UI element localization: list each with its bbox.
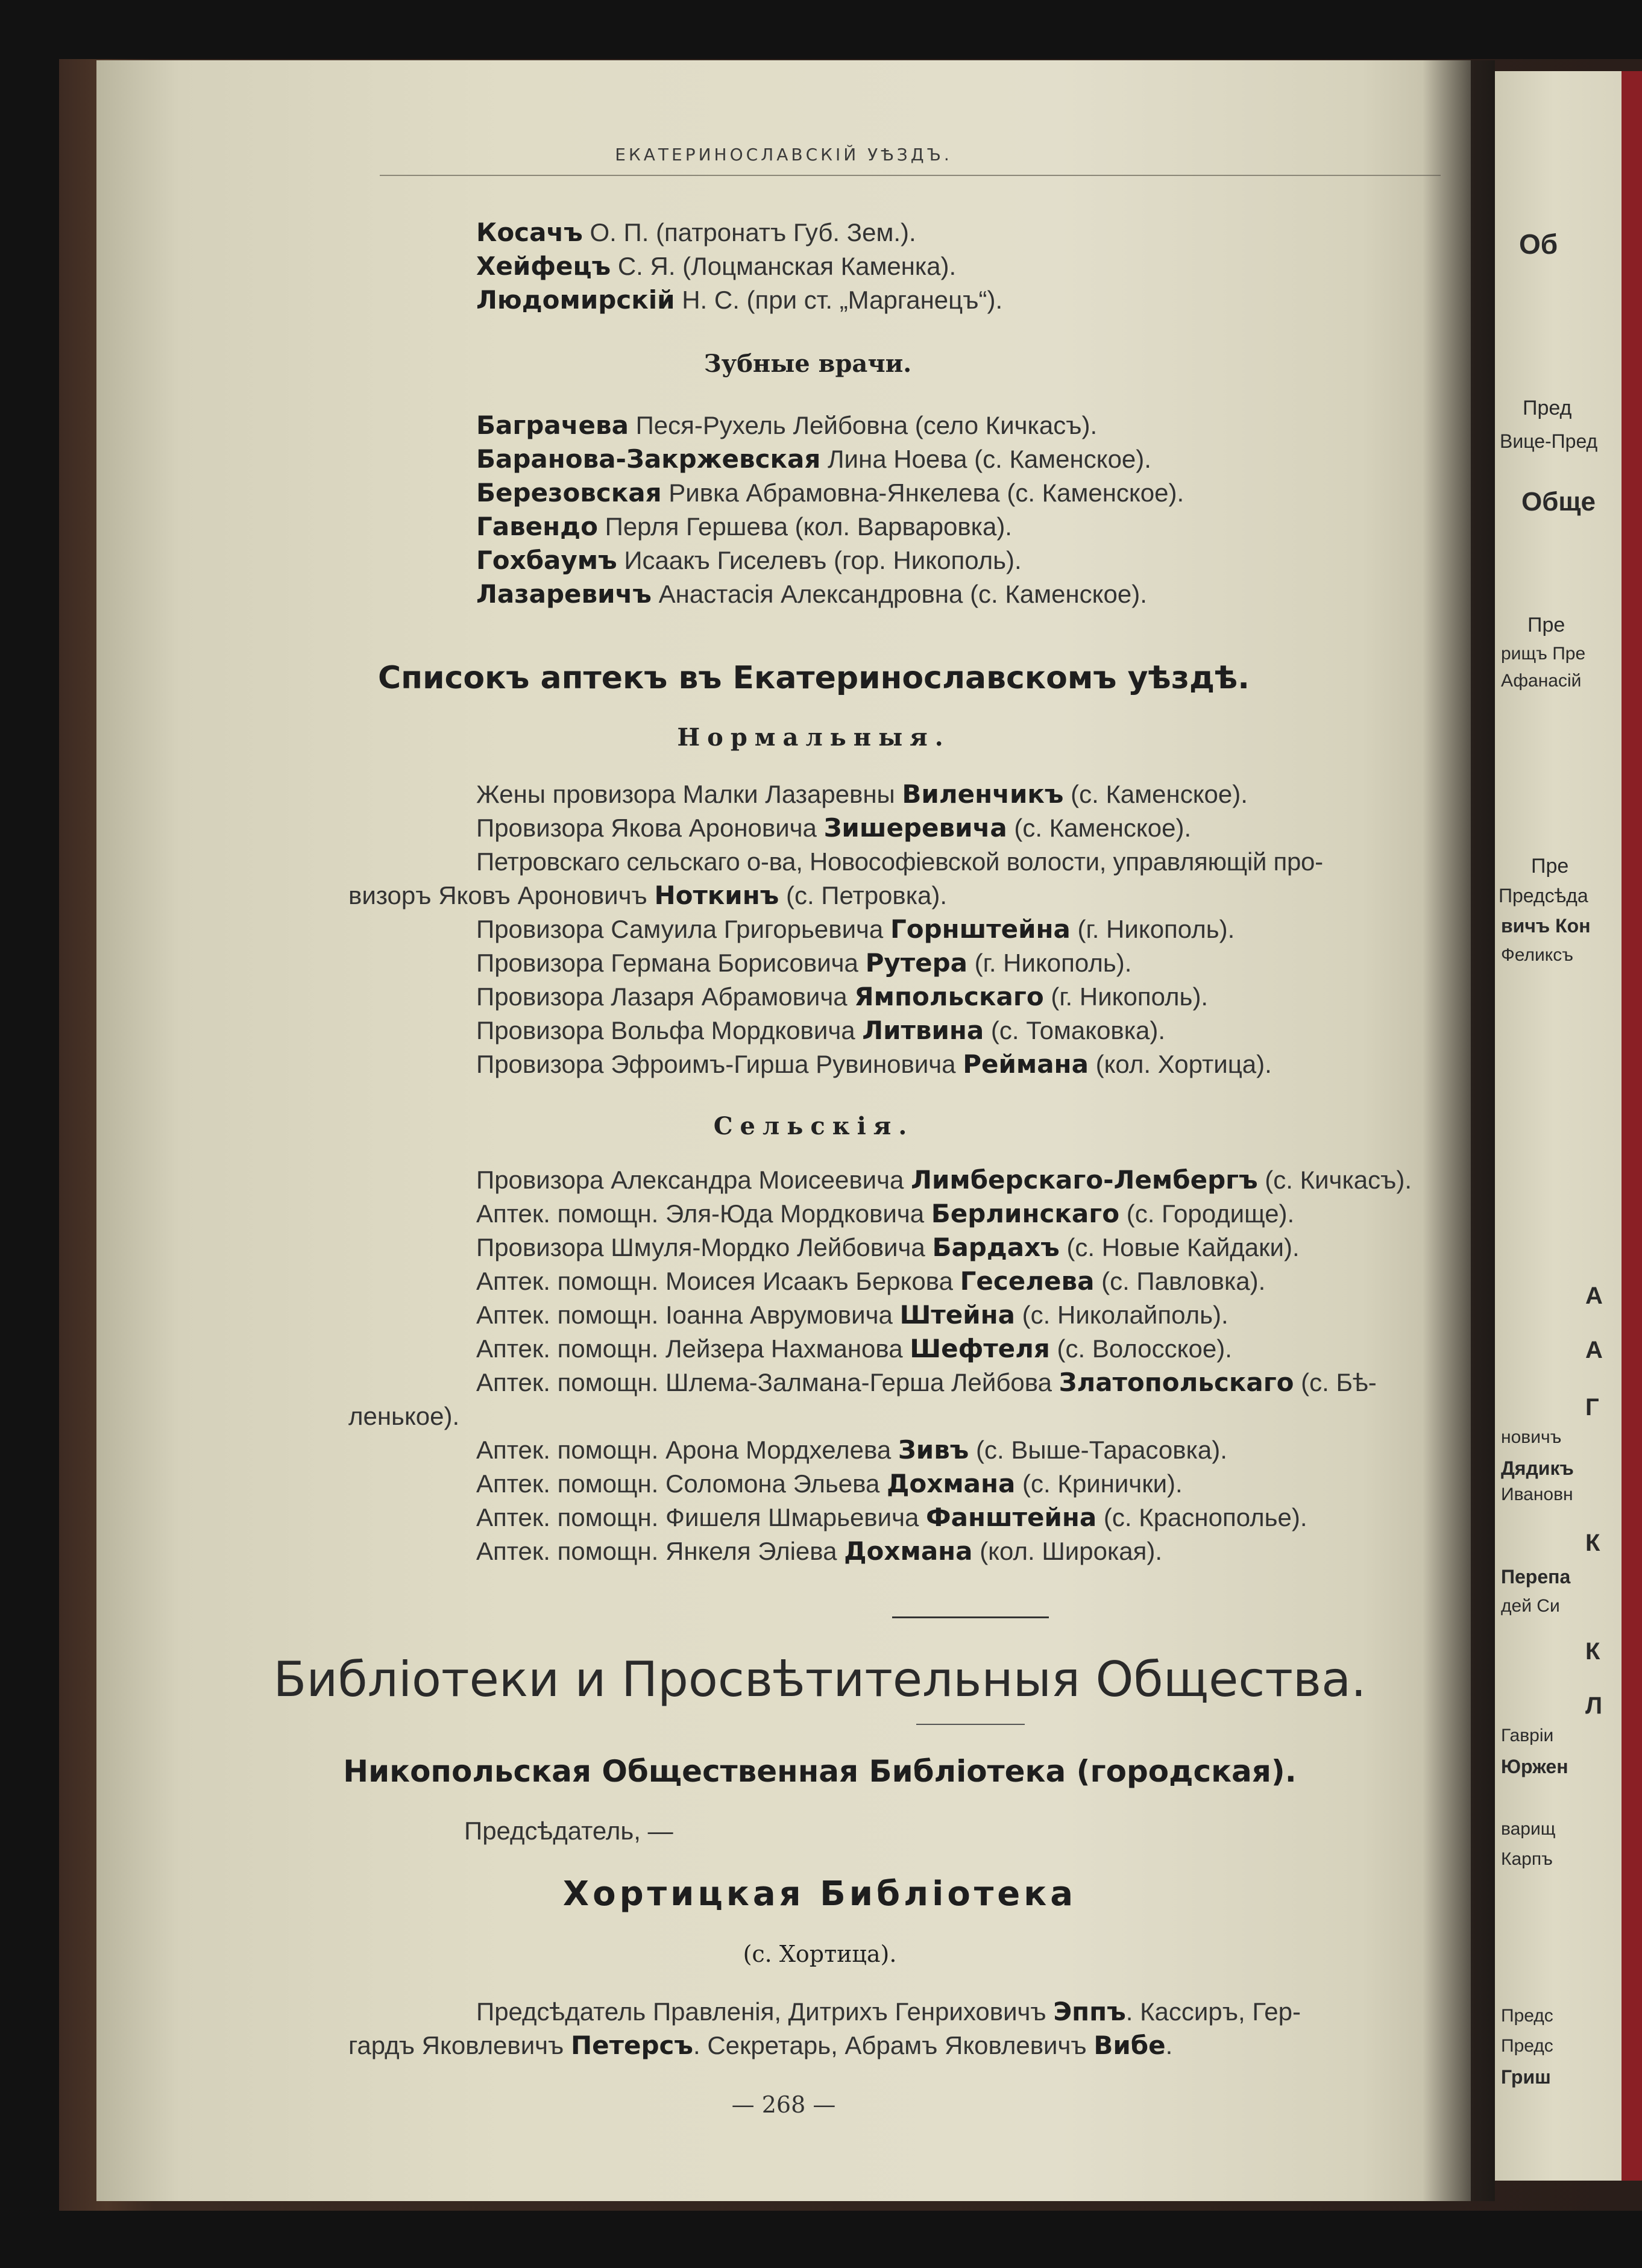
- running-head: ЕКАТЕРИНОСЛАВСКІЙ УѢЗДЪ.: [615, 145, 952, 165]
- rp-frag-5: Пре: [1527, 614, 1565, 636]
- libraries-heading: Библіотеки и Просвѣтительныя Общества.: [273, 1651, 1367, 1707]
- rp-frag-26: Карпъ: [1501, 1849, 1553, 1869]
- rp-frag-17: Ивановн: [1501, 1484, 1573, 1504]
- rp-frag-6: рищъ Пре: [1501, 644, 1586, 664]
- khortitsa-line-1: Предсѣдатель Правленія, Дитрихъ Генриховичъ Эппъ. Кассиръ, Гер-: [476, 1997, 1301, 2026]
- normal-2: Провизора Якова Ароновича Зишеревича (с. Каменское).: [476, 813, 1192, 843]
- rp-frag-21: К: [1585, 1638, 1600, 1665]
- rp-frag-4: Обще: [1521, 487, 1596, 517]
- rp-frag-20: дей Си: [1501, 1596, 1560, 1616]
- pharmacies-heading: Списокъ аптекъ въ Екатеринославскомъ уѣздѣ.: [378, 660, 1250, 696]
- right-page-edge: [1495, 71, 1642, 2181]
- rp-frag-10: вичъ Кон: [1501, 915, 1591, 937]
- rp-frag-11: Феликсъ: [1501, 945, 1573, 965]
- normal-8: Провизора Эфроимъ-Гирша Рувиновича Реймана (кол. Хортица).: [476, 1049, 1272, 1079]
- rural-7-cont: ленькое).: [348, 1402, 460, 1430]
- rp-frag-25: варищ: [1501, 1819, 1556, 1839]
- rp-frag-15: новичъ: [1501, 1427, 1562, 1447]
- rural-7: Аптек. помощн. Шлема-Залмана-Герша Лейбова Златопольскаго (с. Бѣ-: [476, 1368, 1377, 1397]
- normal-3-cont: визоръ Яковъ Ароновичъ Ноткинъ (с. Петровка).: [348, 881, 948, 910]
- rural-4: Аптек. помощн. Моисея Исаакъ Беркова Геселева (с. Павловка).: [476, 1266, 1266, 1296]
- rural-8: Аптек. помощн. Арона Мордхелева Зивъ (с. Выше-Тарасовка).: [476, 1435, 1227, 1465]
- page-gutter: [1423, 60, 1495, 2201]
- normal-5: Провизора Германа Борисовича Рутера (г. Никополь).: [476, 948, 1132, 978]
- rp-frag-29: Гриш: [1501, 2066, 1551, 2088]
- rp-frag-7: Афанасій: [1501, 671, 1582, 691]
- dentist-1: Баграчева Песя-Рухель Лейбовна (село Кичкасъ).: [476, 410, 1098, 440]
- nikopol-chair: Предсѣдатель, —: [464, 1817, 673, 1845]
- top-entry-3: Людомирскій Н. С. (при ст. „Марганецъ“).: [476, 285, 1003, 315]
- header-rule: [380, 175, 1441, 176]
- rural-9: Аптек. помощн. Соломона Эльева Дохмана (с. Кринички).: [476, 1469, 1183, 1498]
- rural-10: Аптек. помощн. Фишеля Шмарьевича Фанштейна (с. Краснополье).: [476, 1503, 1307, 1532]
- red-page-edge: [1622, 71, 1642, 2181]
- rp-frag-3: Вице-Пред: [1500, 430, 1598, 452]
- normal-7: Провизора Вольфа Мордковича Литвина (с. Томаковка).: [476, 1016, 1166, 1045]
- rp-frag-18: К: [1585, 1530, 1600, 1556]
- rural-5: Аптек. помощн. Іоанна Аврумовича Штейна (с. Николайполь).: [476, 1300, 1228, 1330]
- rp-frag-2: Пред: [1523, 397, 1572, 419]
- rp-frag-16: Дядикъ: [1501, 1457, 1574, 1479]
- rp-frag-13: А: [1585, 1337, 1603, 1363]
- rp-frag-12: А: [1585, 1283, 1603, 1309]
- normal-6: Провизора Лазаря Абрамовича Ямпольскаго (г. Никополь).: [476, 982, 1209, 1011]
- dentist-5: Гохбаумъ Исаакъ Гиселевъ (гор. Никополь).: [476, 545, 1022, 575]
- rural-heading: Сельскія.: [713, 1112, 914, 1140]
- rp-frag-14: Г: [1585, 1394, 1599, 1421]
- libraries-rule: [916, 1724, 1025, 1725]
- rp-frag-23: Гавріи: [1501, 1726, 1554, 1745]
- rp-frag-19: Перепа: [1501, 1566, 1571, 1588]
- rp-frag-22: Л: [1585, 1692, 1603, 1719]
- section-divider: [892, 1616, 1049, 1618]
- khortitsa-line-2: гардъ Яковлевичъ Петерсъ. Секретарь, Абрамъ Яковлевичъ Вибе.: [348, 2031, 1173, 2060]
- dentist-6: Лазаревичъ Анастасія Александровна (с. Каменское).: [476, 579, 1147, 609]
- dentist-4: Гавендо Перля Гершева (кол. Варваровка).: [476, 512, 1012, 541]
- rp-frag-24: Юржен: [1501, 1756, 1568, 1777]
- dentist-2: Баранова-Закржевская Лина Ноева (с. Каменское).: [476, 444, 1151, 474]
- dentist-3: Березовская Ривка Абрамовна-Янкелева (с. Каменское).: [476, 478, 1184, 507]
- normal-1: Жены провизора Малки Лазаревны Виленчикъ (с. Каменское).: [476, 779, 1248, 809]
- left-page: [96, 60, 1471, 2201]
- normal-heading: Нормальныя.: [677, 723, 951, 752]
- rural-6: Аптек. помощн. Лейзера Нахманова Шефтеля (с. Волосское).: [476, 1334, 1232, 1363]
- rp-frag-27: Предс: [1501, 2006, 1553, 2026]
- normal-3: Петровскаго сельскаго о-ва, Новософіевской волости, управляющій про-: [476, 847, 1323, 876]
- khortitsa-heading: Хортицкая Библіотека: [562, 1874, 1077, 1914]
- rp-frag-28: Предс: [1501, 2036, 1553, 2056]
- normal-4: Провизора Самуила Григорьевича Горнштейна (г. Никополь).: [476, 914, 1235, 944]
- page-number: — 268 —: [731, 2091, 836, 2118]
- rural-11: Аптек. помощн. Янкеля Эліева Дохмана (кол. Широкая).: [476, 1536, 1163, 1566]
- khortitsa-place: (с. Хортица).: [743, 1941, 897, 1967]
- rp-frag-9: Предсѣда: [1499, 885, 1588, 906]
- dentists-heading: Зубные врачи.: [703, 350, 912, 378]
- rural-1: Провизора Александра Моисеевича Лимберскаго-Лембергъ (с. Кичкасъ).: [476, 1165, 1412, 1195]
- top-entry-2: Хейфецъ С. Я. (Лоцманская Каменка).: [476, 251, 957, 281]
- rural-3: Провизора Шмуля-Мордко Лейбовича Бардахъ (с. Новые Кайдаки).: [476, 1233, 1300, 1262]
- rp-frag-8: Пре: [1531, 855, 1569, 878]
- nikopol-heading: Никопольская Общественная Библіотека (городская).: [343, 1754, 1297, 1789]
- top-entry-1: Косачъ О. П. (патронатъ Губ. Зем.).: [476, 218, 916, 247]
- rural-2: Аптек. помощн. Эля-Юда Мордковича Берлинскаго (с. Городище).: [476, 1199, 1295, 1228]
- rp-frag-1: Об: [1519, 228, 1558, 260]
